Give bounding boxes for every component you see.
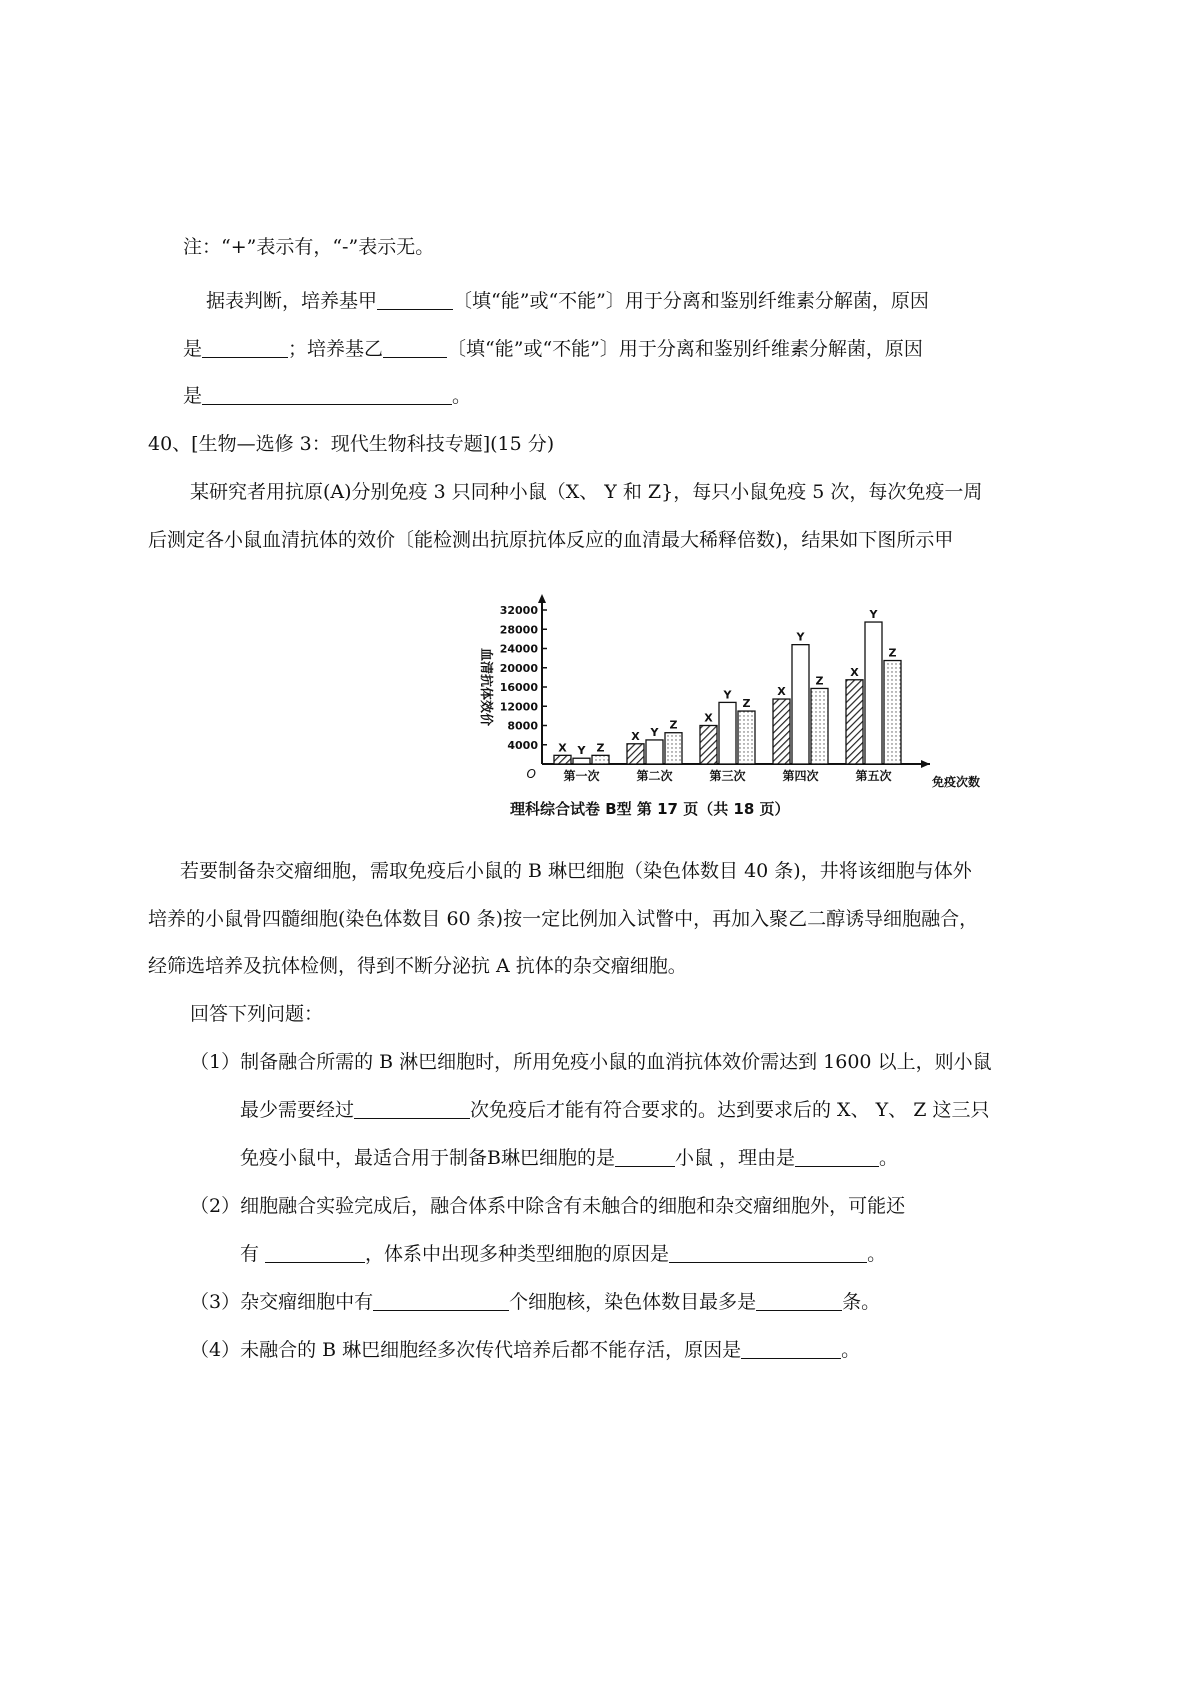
paragraph-line: 某研究者用抗原(A)分别免疫 3 只同种小鼠（X、 Y 和 Z}，每只小鼠免疫 5 次，每次免疫一周 <box>190 481 983 503</box>
paragraph-line: 若要制备杂交瘤细胞，需取免疫后小鼠的 B 琳巴细胞（染色体数目 40 条)，井将该细胞与体外 <box>180 860 972 882</box>
question-2-line: （2）细胞融合实验完成后，融合体系中除含有未触合的细胞和杂交瘤细胞外，可能还 <box>190 1195 906 1217</box>
bar <box>811 688 828 764</box>
bar <box>592 755 609 764</box>
answer-blank[interactable] <box>615 1146 675 1167</box>
y-axis-arrow <box>538 594 546 603</box>
text: 。 <box>867 1243 887 1265</box>
text: 小鼠 ，理由是 <box>674 1147 796 1169</box>
bar <box>554 755 571 764</box>
question-title: 40、[生物—选修 3：现代生物科技专题](15 分) <box>148 433 555 455</box>
text: ；培养基乙 <box>288 338 384 360</box>
answer-intro: 回答下列问题： <box>190 1003 324 1025</box>
bar-label: Z <box>669 718 678 732</box>
paragraph-line: 经筛选培养及抗体检侧，得到不断分泌抗 A 抗体的杂交瘤细胞。 <box>148 955 687 977</box>
x-tick-label: 第三次 <box>709 769 746 783</box>
antibody-titer-chart <box>470 590 981 822</box>
bar <box>865 622 882 764</box>
y-axis-label: 血清抗体效价 <box>478 647 493 727</box>
answer-blank[interactable] <box>202 384 452 405</box>
y-tick-label: 8000 <box>507 719 538 733</box>
answer-blank[interactable] <box>669 1242 867 1263</box>
answer-blank[interactable] <box>741 1338 841 1359</box>
bar <box>773 699 790 764</box>
table-note: 注：“+”表示有，“-”表示无。 <box>183 236 435 258</box>
x-tick-label: 第五次 <box>855 769 892 783</box>
bar-label: Z <box>742 697 751 711</box>
bar <box>646 740 663 764</box>
question-1-line <box>240 1144 898 1172</box>
question-3-line <box>190 1288 880 1316</box>
paragraph-line <box>183 335 923 363</box>
answer-blank[interactable] <box>373 1290 509 1311</box>
question-1-line: （1）制备融合所需的 B 淋巴细胞时，所用免疫小鼠的血消抗体效价需达到 1600 以上，则小鼠 <box>190 1051 992 1073</box>
bar <box>573 758 590 764</box>
bar <box>884 661 901 764</box>
question-4-line <box>190 1336 860 1364</box>
text: 是 <box>183 338 203 360</box>
figure-footer: 理科综合试卷 B型 第 17 页（共 18 页） <box>510 800 790 818</box>
bar-label: X <box>631 729 640 743</box>
y-tick-label: 24000 <box>499 642 538 656</box>
question-2-line <box>240 1240 886 1268</box>
bar <box>792 645 809 764</box>
bar-label: Y <box>723 688 732 702</box>
text: 据表判断，培养基甲 <box>206 290 378 312</box>
text: 最少需要经过 <box>240 1099 355 1121</box>
text: 。 <box>452 385 472 407</box>
y-tick-label: 32000 <box>499 604 538 617</box>
answer-blank[interactable] <box>265 1242 365 1263</box>
text: 有 <box>240 1243 266 1265</box>
bar <box>719 702 736 764</box>
x-axis-arrow <box>921 760 930 768</box>
bar-label: Z <box>888 646 897 660</box>
bar-label: X <box>704 711 713 725</box>
bar-label: X <box>558 741 567 755</box>
bar-label: Y <box>650 725 659 739</box>
paragraph-line <box>206 287 929 315</box>
text: 。 <box>879 1147 899 1169</box>
y-tick-label: 20000 <box>499 661 538 675</box>
text: 〔填“能”或“不能”〕用于分离和鉴别纤维素分解菌，原因 <box>453 290 929 312</box>
bar-label: Y <box>796 630 805 644</box>
x-tick-label: 第四次 <box>782 769 819 783</box>
paragraph-line: 培养的小鼠骨四髓细胞(染色体数目 60 条)按一定比例加入试瞥中，再加入聚乙二醇诱导细胞融合， <box>148 908 979 930</box>
answer-blank[interactable] <box>383 337 447 358</box>
bar-label: Y <box>869 608 878 622</box>
x-tick-label: 第二次 <box>636 769 673 783</box>
text: 个细胞核，染色体数目最多是 <box>509 1291 757 1313</box>
answer-blank[interactable] <box>756 1290 842 1311</box>
text: 次免疫后才能有符合要求的。达到要求后的 X、 Y、 Z 这三只 <box>470 1099 990 1121</box>
bar <box>738 711 755 764</box>
text: 免疫小鼠中，最适合用于制备B琳巴细胞的是 <box>240 1147 615 1169</box>
x-tick-label: 第一次 <box>563 769 600 783</box>
answer-blank[interactable] <box>795 1146 879 1167</box>
x-axis-label: 免疫次数 <box>932 775 981 789</box>
bar <box>700 726 717 765</box>
bar-label: Z <box>596 741 605 755</box>
answer-blank[interactable] <box>377 289 453 310</box>
text: 条。 <box>842 1291 881 1313</box>
text: 。 <box>841 1339 861 1361</box>
paragraph-line <box>183 382 471 410</box>
y-tick-label: 12000 <box>499 700 538 714</box>
origin-label: O <box>526 767 536 781</box>
bar-label: Z <box>815 674 824 688</box>
bar <box>846 680 863 764</box>
bar <box>627 744 644 764</box>
bar-label: X <box>777 685 786 699</box>
text: 是 <box>183 385 203 407</box>
paragraph-line: 后测定各小鼠血清抗体的效价〔能检测出抗原抗体反应的血清最大稀释倍数)，结果如下图所示甲 <box>148 529 954 551</box>
bar <box>665 733 682 764</box>
answer-blank[interactable] <box>354 1098 470 1119</box>
text: （3）杂交瘤细胞中有 <box>190 1291 374 1313</box>
bar-label: X <box>850 665 859 679</box>
bar-label: Y <box>577 744 586 758</box>
text: ，体系中出现多种类型细胞的原因是 <box>365 1243 670 1265</box>
y-tick-label: 28000 <box>499 623 538 637</box>
y-tick-label: 16000 <box>499 681 538 694</box>
question-1-line <box>240 1096 989 1124</box>
text: （4）未融合的 B 琳巴细胞经多次传代培养后都不能存活，原因是 <box>190 1339 742 1361</box>
answer-blank[interactable] <box>202 337 288 358</box>
y-tick-label: 4000 <box>507 738 538 752</box>
text: 〔填“能”或“不能”〕用于分离和鉴别纤维素分解菌，原因 <box>447 338 923 360</box>
